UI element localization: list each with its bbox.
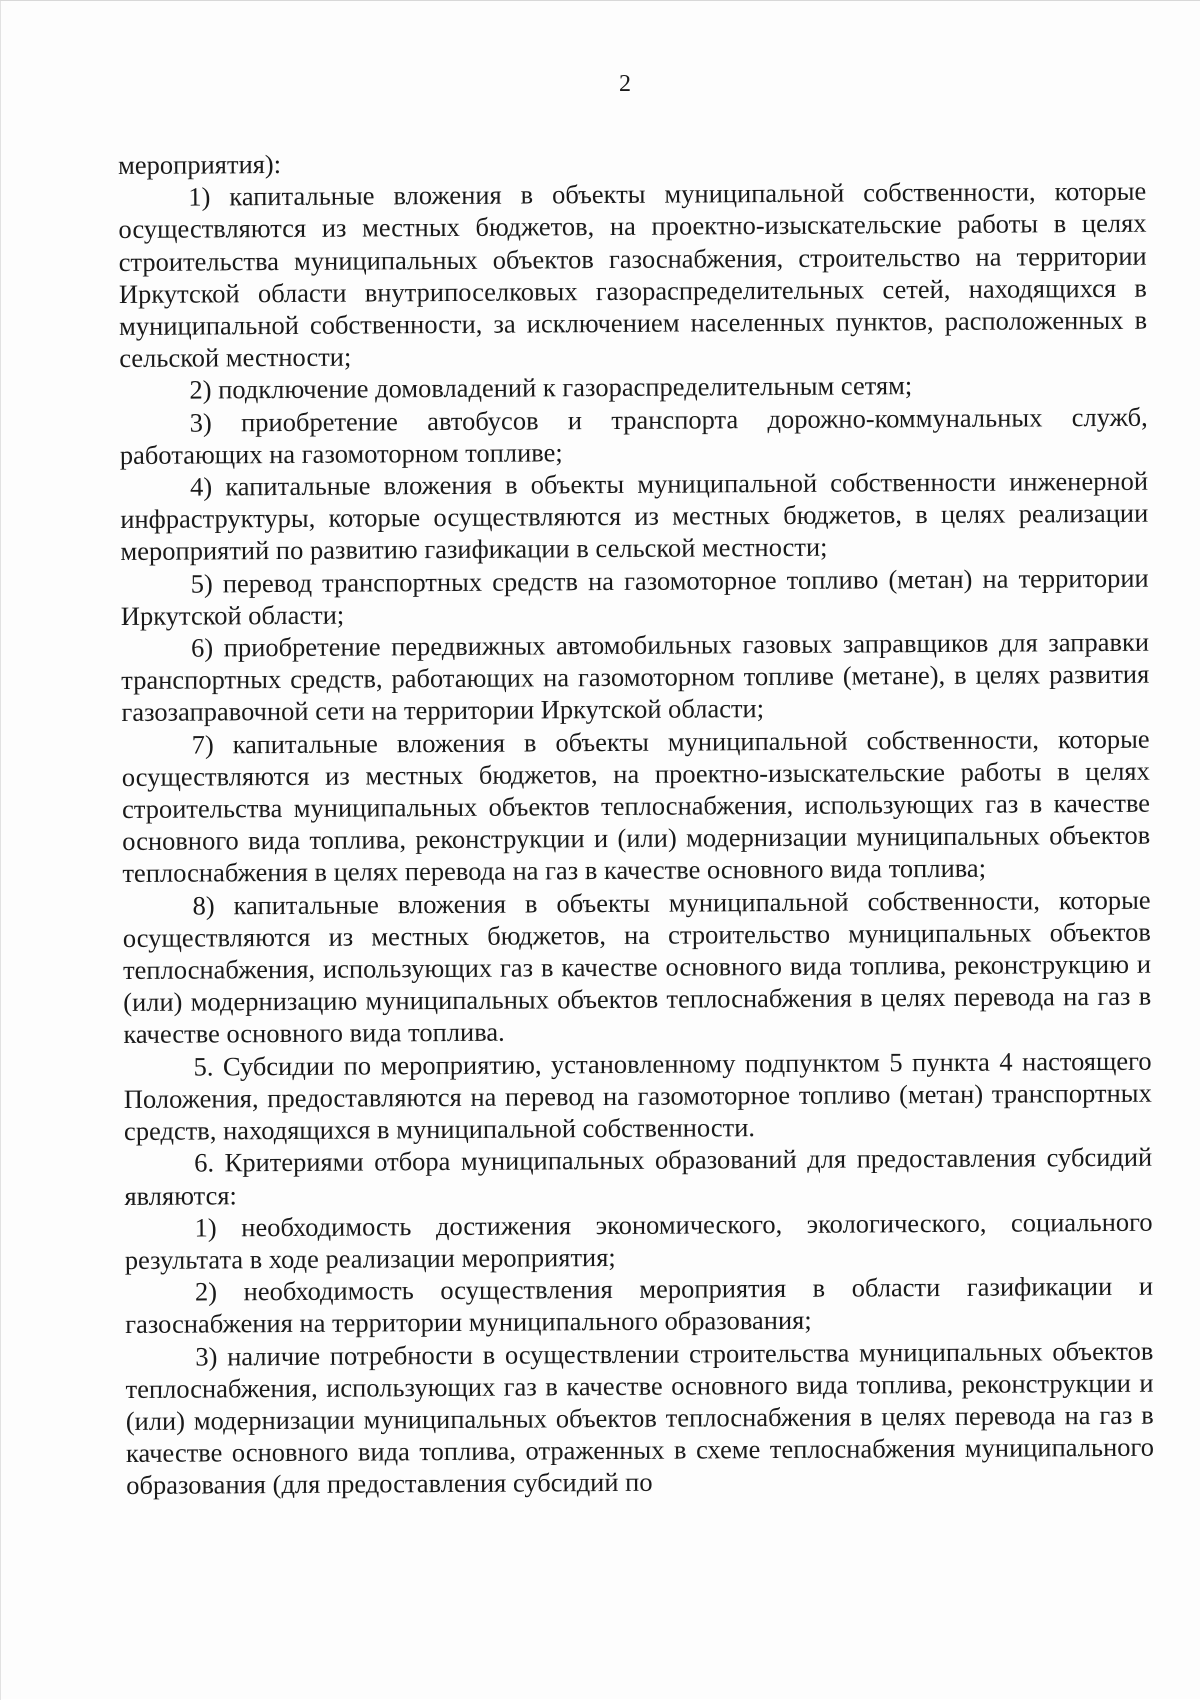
paragraph: 7) капитальные вложения в объекты муниципальной собственности, которые осуществляются из местных бюджетов, на проектно-изыскательские работы в целях строительства муниципальных объектов теплоснабжения, использующих газ в качестве основного вида топлива, реконструкции и (или) модернизации муниципальных объектов теплоснабжения в целях перевода на газ в качестве основного вида топлива;	[121, 723, 1151, 889]
paragraph: 5. Субсидии по мероприятию, установленному подпунктом 5 пункта 4 настоящего Положения, предоставляются на перевод на газомоторное топливо (метан) транспортных средств, находящихся в муниципальной собственности.	[123, 1045, 1152, 1147]
paragraph: 5) перевод транспортных средств на газомоторное топливо (метан) на территории Иркутской области;	[120, 562, 1149, 631]
paragraph: 2) необходимость осуществления мероприятия в области газификации и газоснабжения на территории муниципального образования;	[125, 1270, 1154, 1340]
paragraph: 4) капитальные вложения в объекты муниципальной собственности инженерной инфраструктуры, которые осуществляются из местных бюджетов, в целях реализации мероприятий по развитию газификации в сельской местности;	[120, 465, 1149, 567]
paragraph: 6) приобретение передвижных автомобильных газовых заправщиков для заправки транспортных средств, работающих на газомоторном топливе (метане), в целях развития газозаправочной сети на территории Иркутской области;	[121, 626, 1150, 728]
paragraph: 1) необходимость достижения экономического, экологического, социального результата в ходе реализации мероприятия;	[124, 1206, 1153, 1275]
scan-edge	[0, 1, 1, 1700]
paragraph: 2) подключение домовладений к газораспределительным сетям;	[189, 370, 913, 405]
paragraph: 6. Критериями отбора муниципальных образований для предоставления субсидий являются:	[124, 1141, 1153, 1211]
paragraph: 1) капитальные вложения в объекты муниципальной собственности, которые осуществляются из местных бюджетов, на проектно-изыскательские работы в целях строительства муниципальных объектов газоснабжения, строительство на территории Иркутской области внутрипоселковых газораспределительных сетей, находящихся в муниципальной собственности, за исключением населенных пунктов, расположенных в сельской местности;	[118, 175, 1148, 374]
paragraph: 8) капитальные вложения в объекты муниципальной собственности, которые осуществляются из местных бюджетов, на строительство муниципальных объектов теплоснабжения, использующих газ в качестве основного вида топлива, реконструкцию и (или) модернизацию муниципальных объектов теплоснабжения в целях перевода на газ в качестве основного вида топлива.	[122, 884, 1152, 1050]
paragraph: 3) наличие потребности в осуществлении строительства муниципальных объектов теплоснабжения, использующих газ в качестве основного вида топлива, реконструкции и (или) модернизации муниципальных объектов теплоснабжения в целях перевода на газ в качестве основного вида топлива, отраженных в схеме теплоснабжения муниципального образования (для предоставления субсидий по	[125, 1335, 1155, 1501]
paragraph: 3) приобретение автобусов и транспорта дорожно-коммунальных служб, работающих на газомоторном топливе;	[119, 401, 1148, 470]
document-body	[118, 143, 1154, 1502]
paragraph: мероприятия):	[118, 149, 282, 180]
page-number: 2	[619, 71, 631, 97]
